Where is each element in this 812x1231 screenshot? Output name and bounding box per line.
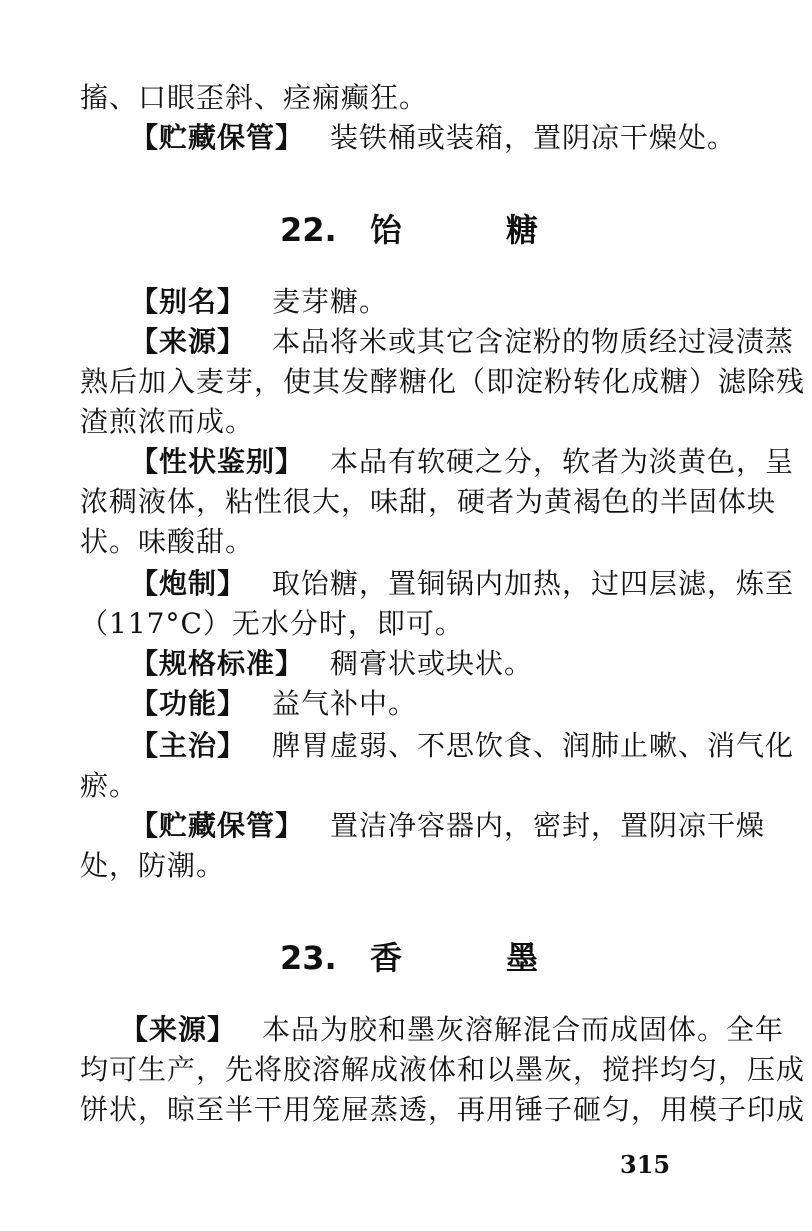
identification-tag: 【性状鉴别】 xyxy=(130,445,305,478)
text-line: 渣煎浓而成。 xyxy=(80,405,255,438)
source-entry: 【来源】 本品将米或其它含淀粉的物质经过浸渍蒸 xyxy=(130,325,795,358)
processing-tag: 【炮制】 xyxy=(130,567,247,600)
source-entry-23: 【来源】 本品为胶和墨灰溶解混合而成固体。全年 xyxy=(120,1013,785,1046)
processing-entry: 【炮制】 取饴糖，置铜锅内加热，过四层滤，炼至 xyxy=(130,567,795,600)
alias-tag: 【别名】 xyxy=(130,285,247,318)
section-heading-23 xyxy=(260,936,560,980)
text-line: 饼状，晾至半干用笼屉蒸透，再用锤子砸匀，用模子印成 xyxy=(80,1093,806,1126)
storage-entry: 【贮藏保管】 置洁净容器内，密封，置阴凉干燥 xyxy=(130,809,766,842)
section-title-char: 香 xyxy=(370,939,403,977)
storage-entry-prev: 【贮藏保管】 装铁桶或装箱，置阴凉干燥处。 xyxy=(130,121,737,154)
text-line: 熟后加入麦芽，使其发酵糖化（即淀粉转化成糖）滤除残 xyxy=(80,365,806,398)
function-entry: 【功能】 益气补中。 xyxy=(130,687,418,720)
indication-entry: 【主治】 脾胃虚弱、不思饮食、润肺止嗽、消气化 xyxy=(130,729,795,762)
text-line: （117°C）无水分时，即可。 xyxy=(80,607,464,640)
text-line: 浓稠液体，粘性很大，味甜，硬者为黄褐色的半固体块 xyxy=(80,485,777,518)
source-tag: 【来源】 xyxy=(120,1013,237,1046)
standard-tag: 【规格标准】 xyxy=(130,647,305,680)
standard-entry: 【规格标准】 稠膏状或块状。 xyxy=(130,647,534,680)
section-title-char: 糖 xyxy=(506,211,539,249)
section-title-char: 墨 xyxy=(506,939,539,977)
text-line: 处，防潮。 xyxy=(80,849,226,882)
source-tag: 【来源】 xyxy=(130,325,247,358)
function-tag: 【功能】 xyxy=(130,687,247,720)
identification-entry: 【性状鉴别】 本品有软硬之分，软者为淡黄色，呈 xyxy=(130,445,795,478)
continued-text-line: 搐、口眼歪斜、痉痫癫狂。 xyxy=(80,81,429,114)
alias-entry: 【别名】 麦芽糖。 xyxy=(130,285,389,318)
storage-tag: 【贮藏保管】 xyxy=(130,809,305,842)
text-line: 均可生产，先将胶溶解成液体和以墨灰，搅拌均匀，压成 xyxy=(80,1053,806,1086)
text-line: 状。味酸甜。 xyxy=(80,525,255,558)
section-number: 22. xyxy=(280,211,337,249)
indication-tag: 【主治】 xyxy=(130,729,247,762)
section-title-char: 饴 xyxy=(370,211,403,249)
section-number: 23. xyxy=(280,939,337,977)
text-line: 瘀。 xyxy=(80,769,139,802)
storage-tag: 【贮藏保管】 xyxy=(130,121,305,154)
page-number: 315 xyxy=(620,1150,671,1179)
section-heading-22 xyxy=(260,208,560,252)
